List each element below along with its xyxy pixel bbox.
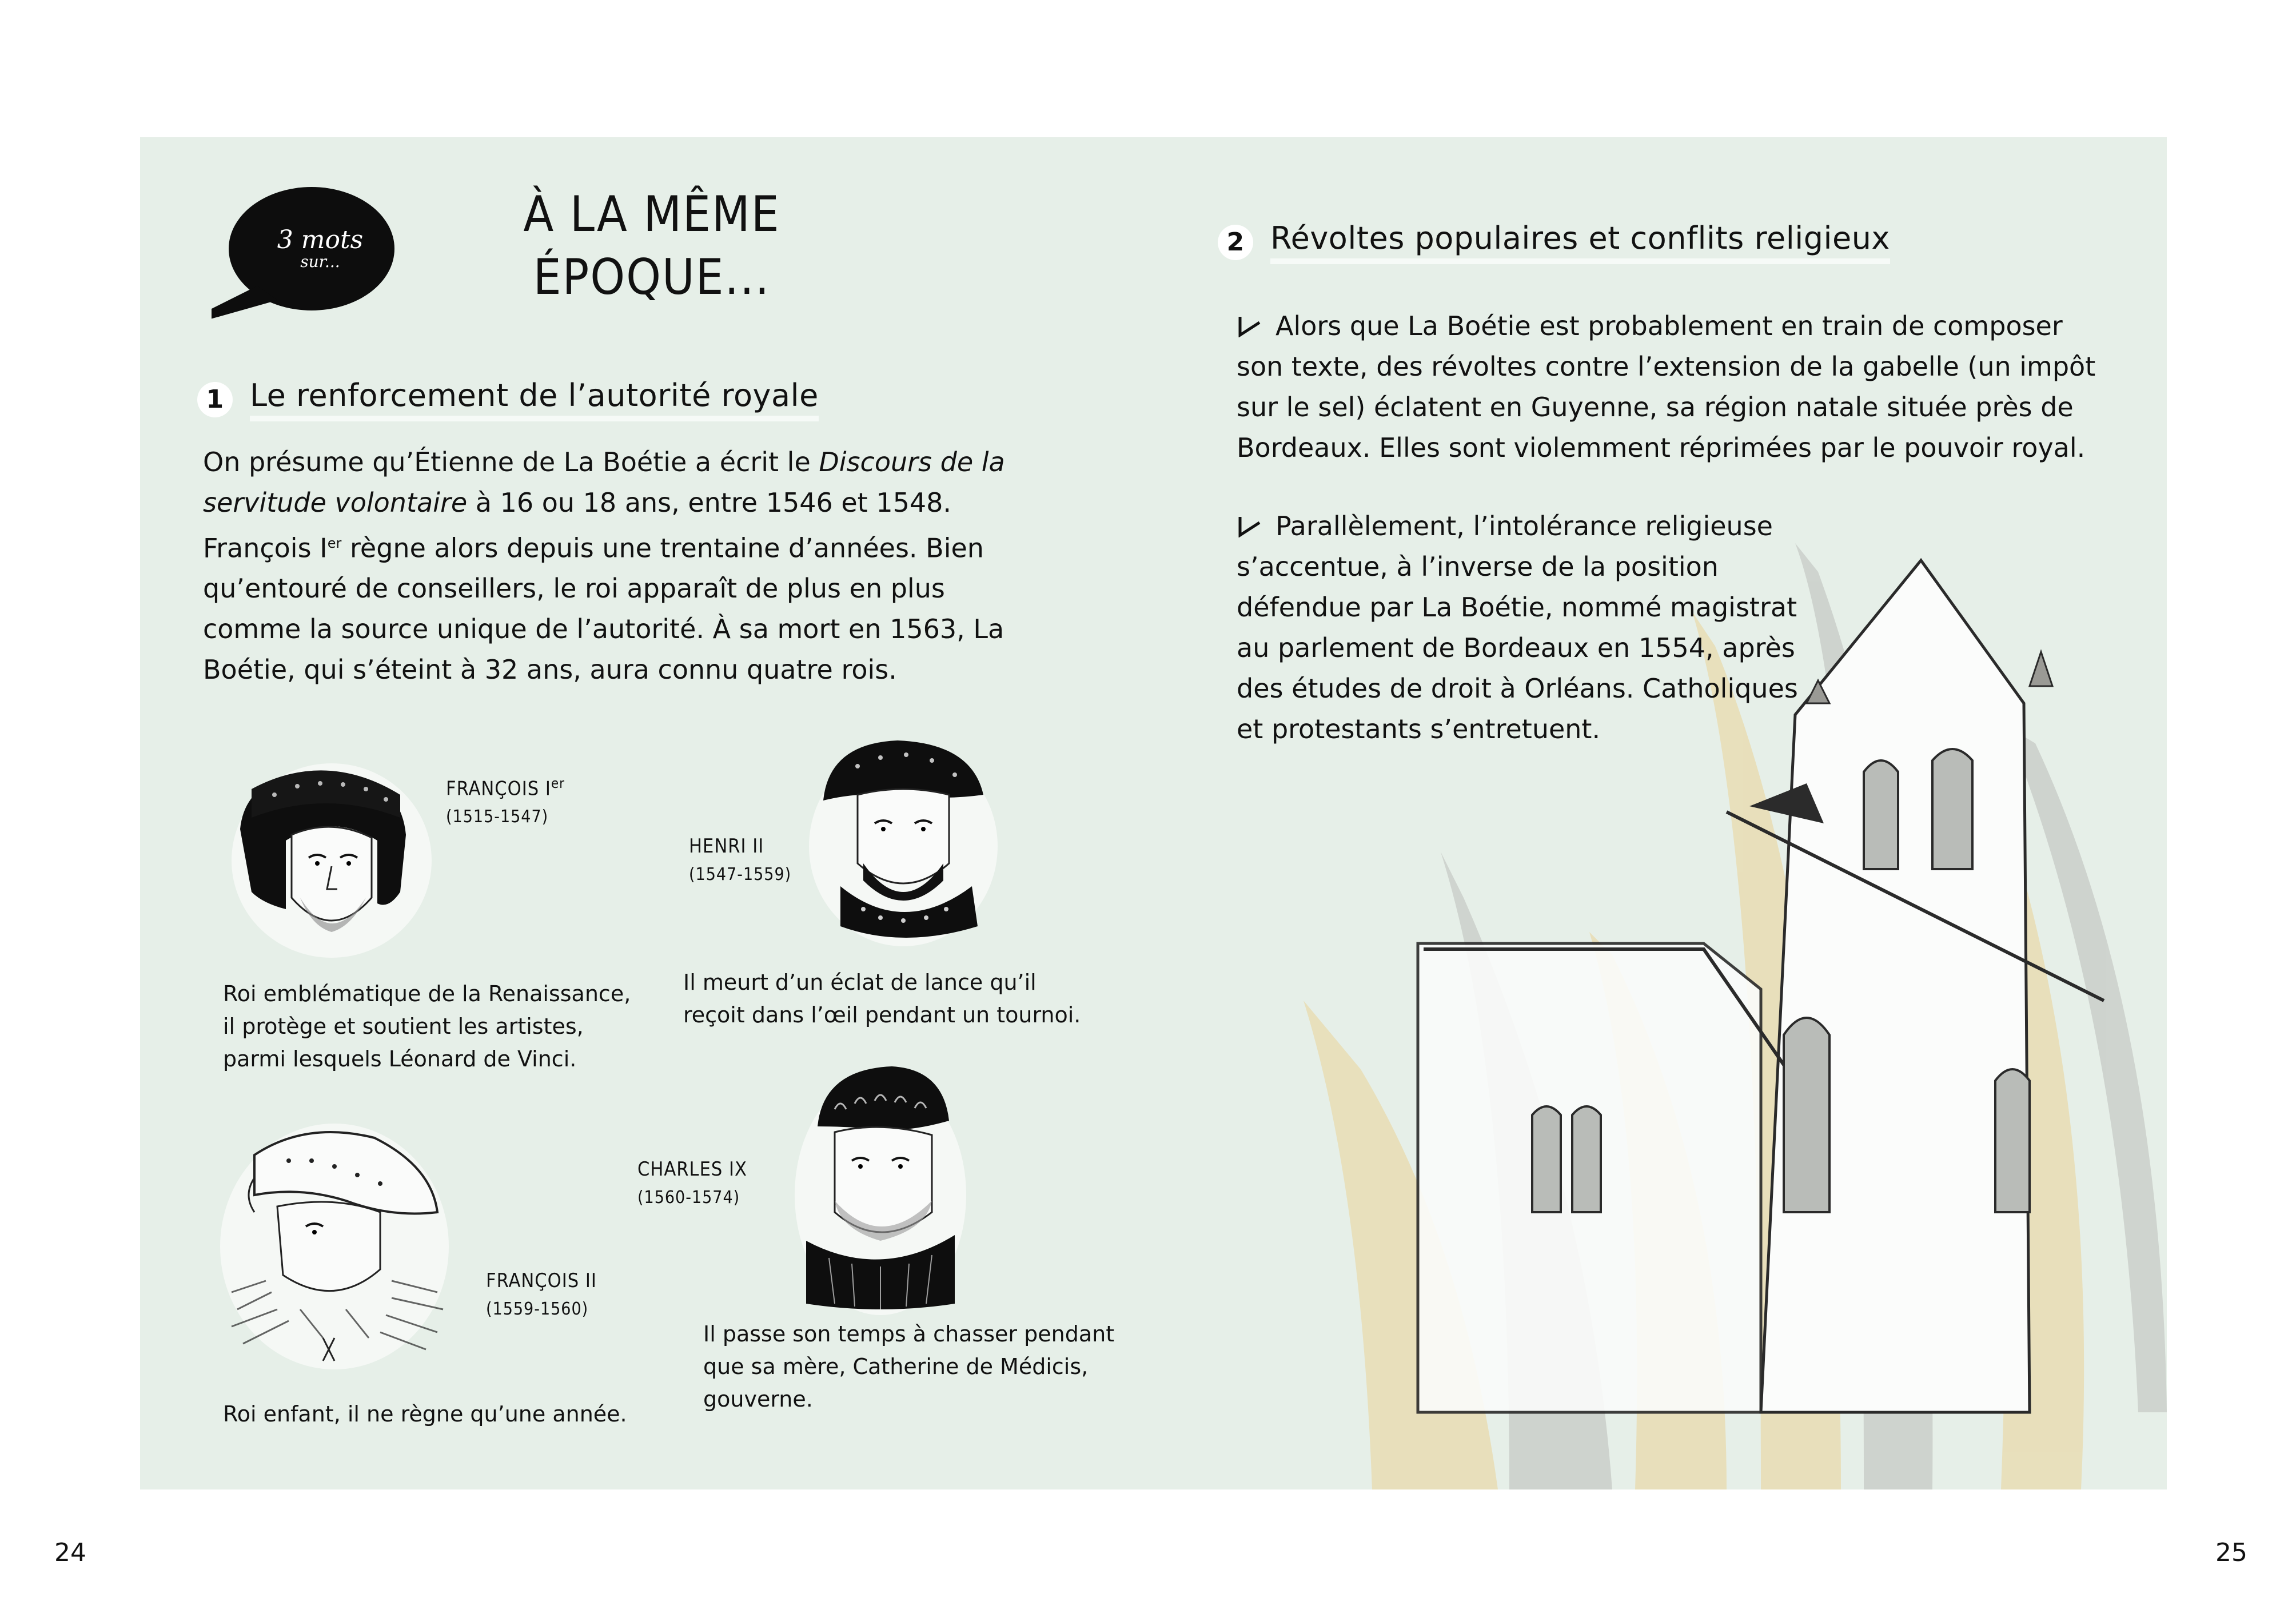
check-bullet-icon <box>1237 314 1262 337</box>
page-title <box>492 183 812 309</box>
section-2-paragraph-2 <box>1237 506 1808 750</box>
henri-2-label <box>689 832 791 889</box>
check-bullet-icon <box>1237 515 1262 537</box>
page-number-right: 25 <box>2215 1538 2247 1567</box>
king-name: FRANÇOIS I <box>446 777 551 800</box>
book-title: Discours de la servitude volontaire <box>203 447 1005 518</box>
section-2-heading <box>1218 220 1890 264</box>
section-2-title: Révoltes populaires et conflits religieux <box>1270 220 1890 264</box>
section-1-paragraph <box>203 442 1026 690</box>
section-1-heading <box>197 377 819 421</box>
king-name: CHARLES IX <box>637 1158 748 1181</box>
francois-2-label <box>486 1266 597 1324</box>
paragraph-text: On présume qu’Étienne de La Boétie a écrit le <box>203 447 819 477</box>
superscript: er <box>551 775 565 791</box>
paragraph-text: Alors que La Boétie est probablement en train de composer son texte, des révoltes contre l’extension de la gabelle (un impôt sur le sel) éclatent en Guyenne, sa région natale située près de Bordeaux. Elles sont violemment réprimées par le pouvoir royal. <box>1237 310 2096 463</box>
title-line-2: ÉPOQUE... <box>533 249 771 306</box>
francois-1-caption: Roi emblématique de la Renaissance, il protège et soutient les artistes, parmi lesquels Léonard de Vinci. <box>223 981 631 1072</box>
charles-9-caption: Il passe son temps à chasser pendant que sa mère, Catherine de Médicis, gouverne. <box>703 1321 1115 1412</box>
page-number-left: 24 <box>54 1538 86 1567</box>
paragraph-text: règne alors depuis une trentaine d’années. Bien qu’entouré de conseillers, le roi apparaît de plus en plus comme la source unique de l’autorité. À sa mort en 1563, La Boétie, qui s’éteint à 32 ans, aura connu quatre rois. <box>203 532 1005 686</box>
reign-dates: (1560-1574) <box>637 1188 740 1208</box>
section-1-number: 1 <box>197 382 233 417</box>
section-2-number: 2 <box>1218 225 1253 260</box>
bubble-line-2: sur... <box>300 252 340 272</box>
bubble-line-1: 3 mots <box>277 225 364 255</box>
superscript: er <box>327 535 342 551</box>
charles-9-portrait-icon <box>795 1064 966 1315</box>
francois-2-portrait-icon <box>220 1121 460 1372</box>
paragraph-text: Parallèlement, l’intolérance religieuse s’accentue, à l’inverse de la position défendue par La Boétie, nommé magistrat au parlement de Bordeaux en 1554, après des études de droit à Orléans. Catholiques et protestants s’entretuent. <box>1237 511 1798 744</box>
king-name: HENRI II <box>689 835 764 858</box>
reign-dates: (1547-1559) <box>689 865 792 885</box>
section-1-title: Le renforcement de l’autorité royale <box>250 377 819 421</box>
reign-dates: (1515-1547) <box>446 807 549 827</box>
section-2-paragraph-1 <box>1237 306 2117 468</box>
francois-1-label <box>446 769 565 831</box>
reign-dates: (1559-1560) <box>486 1299 589 1319</box>
henri-2-caption: Il meurt d’un éclat de lance qu’il reçoit dans l’œil pendant un tournoi. <box>683 970 1081 1027</box>
king-name: FRANÇOIS II <box>486 1269 597 1292</box>
speech-bubble <box>212 183 394 337</box>
francois-2-caption: Roi enfant, il ne règne qu’une année. <box>223 1401 627 1427</box>
title-line-1: À LA MÊME <box>523 186 780 243</box>
francois-1-portrait-icon <box>229 755 435 961</box>
charles-9-label <box>637 1155 747 1212</box>
henri-2-portrait-icon <box>806 732 1000 949</box>
paragraph-text: à 16 ou 18 ans, entre 1546 et 1548. François I <box>203 487 952 564</box>
